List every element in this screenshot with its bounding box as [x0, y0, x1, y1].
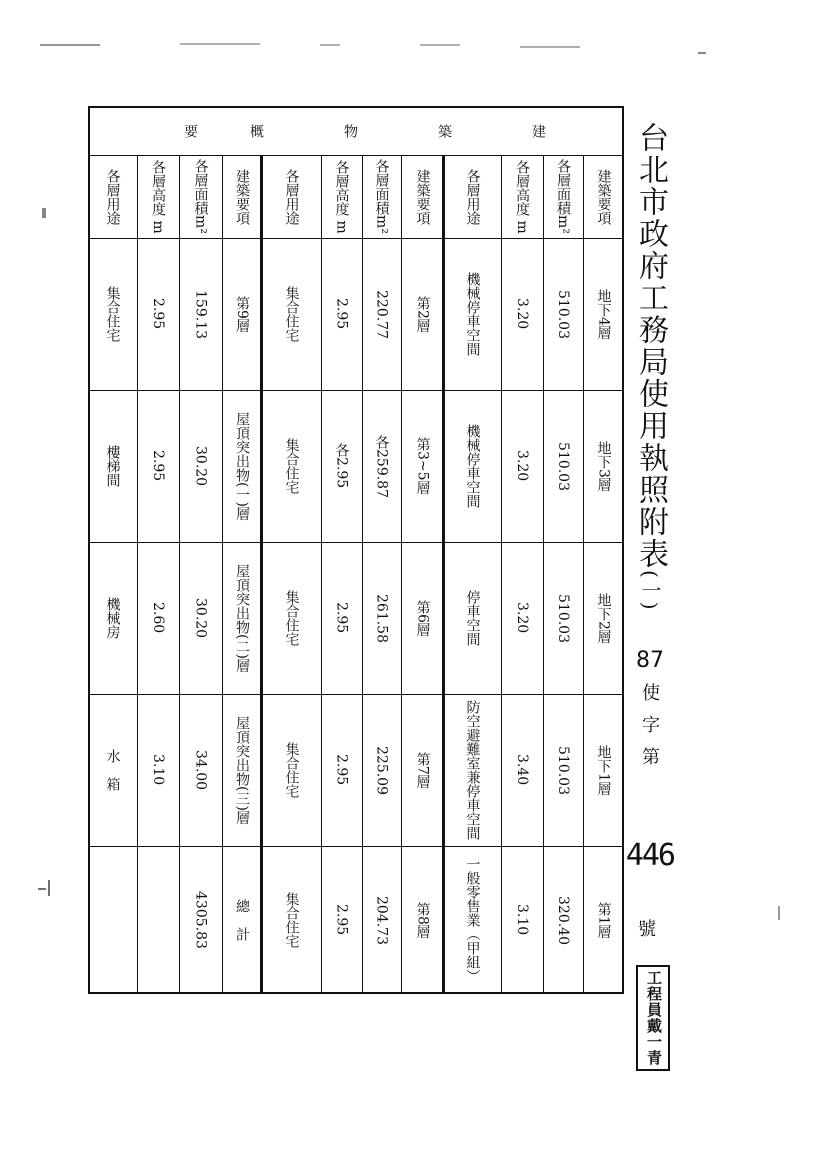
table-cell-area — [179, 238, 222, 390]
section-header-char: 建 — [530, 124, 546, 138]
table-cell-item-text: 第1層 — [595, 901, 612, 939]
title-main: 台北市政府工務局使用執照附表 — [633, 122, 668, 570]
table-cell-use-text: 樓梯間 — [104, 445, 121, 487]
row-label-item — [222, 155, 262, 238]
title-suffix: (一) — [638, 570, 662, 612]
row-label-item — [583, 155, 624, 238]
table-cell-height — [501, 542, 543, 694]
scan-mark — [40, 44, 100, 46]
table-cell-item — [583, 542, 624, 694]
table-cell-item — [583, 694, 624, 846]
row-label-height — [137, 155, 179, 238]
table-cell-item-text: 第2層 — [414, 295, 431, 333]
section-header-char: 築 — [436, 124, 452, 138]
table-cell-area-text: 159.13 — [192, 289, 209, 339]
table-cell-item — [222, 542, 262, 694]
table-cell-use — [262, 542, 321, 694]
row-label-height-text: 各層高度 m — [514, 159, 531, 234]
row-label-height — [321, 155, 362, 238]
table-cell-height — [137, 694, 179, 846]
row-label-use — [444, 155, 501, 238]
table-cell-area — [362, 390, 401, 542]
table-cell-use — [444, 542, 501, 694]
row-label-item-text: 建築要項 — [414, 168, 431, 225]
scan-mark — [420, 44, 460, 46]
table-cell-use — [444, 846, 501, 994]
row-label-area — [362, 155, 401, 238]
table-cell-item — [583, 846, 624, 994]
table-cell-area-text: 320.40 — [555, 895, 572, 945]
table-cell-use-text: 機械停車空間 — [464, 272, 481, 356]
table-cell-area — [362, 542, 401, 694]
table-cell-item-text: 地下4層 — [595, 288, 612, 340]
table-cell-use-text: 一般零售業（甲組） — [464, 857, 481, 983]
table-cell-item — [222, 694, 262, 846]
table-cell-height — [501, 238, 543, 390]
section-header-char: 概 — [248, 124, 264, 138]
table-cell-area-text: 261.58 — [373, 593, 390, 643]
table-cell-use-text: 機械停車空間 — [464, 424, 481, 508]
table-cell-height — [501, 390, 543, 542]
row-label-area — [179, 155, 222, 238]
row-label-use-text: 各層用途 — [283, 168, 300, 225]
table-cell-item — [222, 846, 262, 994]
table-cell-area — [543, 542, 583, 694]
table-cell-height-text: 2.95 — [333, 298, 350, 330]
table-cell-area — [362, 238, 401, 390]
table-cell-item-text: 總 計 — [234, 899, 251, 941]
table-cell-item — [401, 238, 444, 390]
table-cell-item — [401, 390, 444, 542]
table-cell-area — [362, 694, 401, 846]
table-cell-item-text: 第6層 — [414, 599, 431, 637]
table-cell-item-text: 第3~5層 — [414, 437, 431, 495]
table-cell-height — [321, 694, 362, 846]
table-cell-use-text: 防空避難室兼停車空間 — [464, 700, 481, 840]
scan-mark — [320, 44, 340, 46]
table-cell-use-text: 機械房 — [104, 597, 121, 639]
table-cell-height-text: 3.20 — [514, 602, 531, 634]
row-label-item — [401, 155, 444, 238]
row-label-item-text: 建築要項 — [595, 168, 612, 225]
table-cell-use — [88, 542, 137, 694]
table-cell-height-text: 2.95 — [333, 602, 350, 634]
table-cell-use-text: 集合住宅 — [283, 286, 300, 342]
row-label-height-text: 各層高度 m — [150, 159, 167, 234]
table-cell-use-text: 水 箱 — [104, 749, 121, 791]
table-cell-use-text: 集合住宅 — [283, 438, 300, 494]
section-header-char: 物 — [342, 124, 358, 138]
table-cell-item-text: 地下1層 — [595, 744, 612, 796]
table-cell-use — [444, 238, 501, 390]
row-label-area-text: 各層面積m² — [555, 159, 572, 234]
table-cell-item-text: 屋頂突出物(三)層 — [234, 715, 251, 825]
permit-number: 446 — [625, 838, 674, 873]
table-cell-use — [444, 694, 501, 846]
scan-mark — [38, 888, 46, 890]
table-cell-height-text: 3.10 — [514, 904, 531, 936]
inspector-stamp: 工程員戴一青 — [636, 965, 670, 1071]
table-cell-area-text: 510.03 — [555, 441, 572, 491]
table-cell-height-text: 2.95 — [150, 450, 167, 482]
table-cell-area — [543, 238, 583, 390]
table-cell-area-text: 510.03 — [555, 289, 572, 339]
table-cell-area — [543, 390, 583, 542]
table-cell-use — [262, 846, 321, 994]
table-cell-area-text: 204.73 — [373, 895, 390, 945]
row-label-area — [543, 155, 583, 238]
table-cell-use — [262, 694, 321, 846]
scan-mark — [698, 52, 706, 54]
table-cell-use — [88, 694, 137, 846]
row-label-use-text: 各層用途 — [104, 168, 121, 225]
document-title — [628, 122, 672, 612]
table-cell-height-text: 3.20 — [514, 298, 531, 330]
table-cell-area-text: 510.03 — [555, 745, 572, 795]
table-cell-height — [321, 238, 362, 390]
table-cell-height-text: 各2.95 — [333, 443, 350, 489]
table-cell-area-text: 225.09 — [373, 745, 390, 795]
table-cell-item-text: 第9層 — [234, 295, 251, 333]
row-label-area-text: 各層面積m² — [192, 159, 209, 234]
scan-mark — [48, 880, 50, 896]
table-cell-use-text: 集合住宅 — [283, 590, 300, 646]
row-label-item-text: 建築要項 — [234, 168, 251, 225]
table-cell-item-text: 地下3層 — [595, 440, 612, 492]
scan-mark — [180, 43, 260, 45]
table-cell-height — [321, 542, 362, 694]
table-cell-use — [88, 390, 137, 542]
table-cell-area-text: 30.20 — [192, 445, 209, 487]
table-cell-height-text: 3.40 — [514, 754, 531, 786]
table-cell-use — [88, 846, 137, 994]
permit-year: 87 — [636, 648, 664, 673]
table-cell-area — [179, 846, 222, 994]
table-cell-use-text: 集合住宅 — [283, 742, 300, 798]
table-cell-area-text: 220.77 — [373, 289, 390, 339]
row-label-height — [501, 155, 543, 238]
table-cell-height-text: 3.10 — [150, 754, 167, 786]
table-cell-use — [88, 238, 137, 390]
table-cell-use-text: 停車空間 — [464, 590, 481, 646]
table-cell-item-text: 屋頂突出物(二)層 — [234, 563, 251, 673]
table-cell-use — [262, 238, 321, 390]
table-cell-height-text: 2.95 — [150, 298, 167, 330]
table-cell-height — [137, 542, 179, 694]
table-cell-item — [401, 694, 444, 846]
table-cell-use — [444, 390, 501, 542]
permit-word: 使字第 — [639, 683, 660, 779]
table-cell-height — [501, 694, 543, 846]
table-cell-height — [137, 390, 179, 542]
table-cell-area — [179, 390, 222, 542]
row-label-use — [88, 155, 137, 238]
table-cell-area-text: 510.03 — [555, 593, 572, 643]
table-cell-item — [401, 846, 444, 994]
permit-suffix: 號 — [638, 919, 656, 940]
table-cell-height-text: 2.95 — [333, 904, 350, 936]
table-cell-item — [222, 238, 262, 390]
table-cell-area-text: 4305.83 — [192, 891, 209, 949]
table-cell-area — [543, 846, 583, 994]
table-cell-height — [321, 390, 362, 542]
row-label-area-text: 各層面積m² — [373, 159, 390, 234]
table-cell-item-text: 第7層 — [414, 751, 431, 789]
table-cell-item — [222, 390, 262, 542]
table-cell-use — [262, 390, 321, 542]
table-cell-height — [137, 238, 179, 390]
table-cell-use-text: 集合住宅 — [104, 286, 121, 342]
section-header-char: 要 — [182, 124, 198, 138]
table-cell-item-text: 地下2層 — [595, 592, 612, 644]
scan-mark — [42, 208, 46, 218]
table-cell-area — [179, 694, 222, 846]
table-cell-height — [321, 846, 362, 994]
table-cell-use-text: 集合住宅 — [283, 892, 300, 948]
row-label-use — [262, 155, 321, 238]
scan-mark — [778, 906, 780, 920]
table-cell-item — [583, 390, 624, 542]
table-cell-height — [137, 846, 179, 994]
table-cell-area — [543, 694, 583, 846]
scan-mark — [520, 46, 580, 48]
table-cell-item-text: 第8層 — [414, 901, 431, 939]
table-cell-height-text: 2.95 — [333, 754, 350, 786]
table-cell-area-text: 34.00 — [192, 749, 209, 791]
table-cell-area — [179, 542, 222, 694]
table-cell-area-text: 30.20 — [192, 597, 209, 639]
table-cell-item-text: 屋頂突出物(一)層 — [234, 411, 251, 521]
table-cell-height — [501, 846, 543, 994]
table-cell-height-text: 2.60 — [150, 602, 167, 634]
table-cell-item — [583, 238, 624, 390]
table-cell-area-text: 各259.87 — [373, 434, 390, 498]
row-label-use-text: 各層用途 — [464, 168, 481, 225]
table-cell-area — [362, 846, 401, 994]
table-cell-item — [401, 542, 444, 694]
row-label-height-text: 各層高度 m — [333, 159, 350, 234]
table-cell-height-text: 3.20 — [514, 450, 531, 482]
